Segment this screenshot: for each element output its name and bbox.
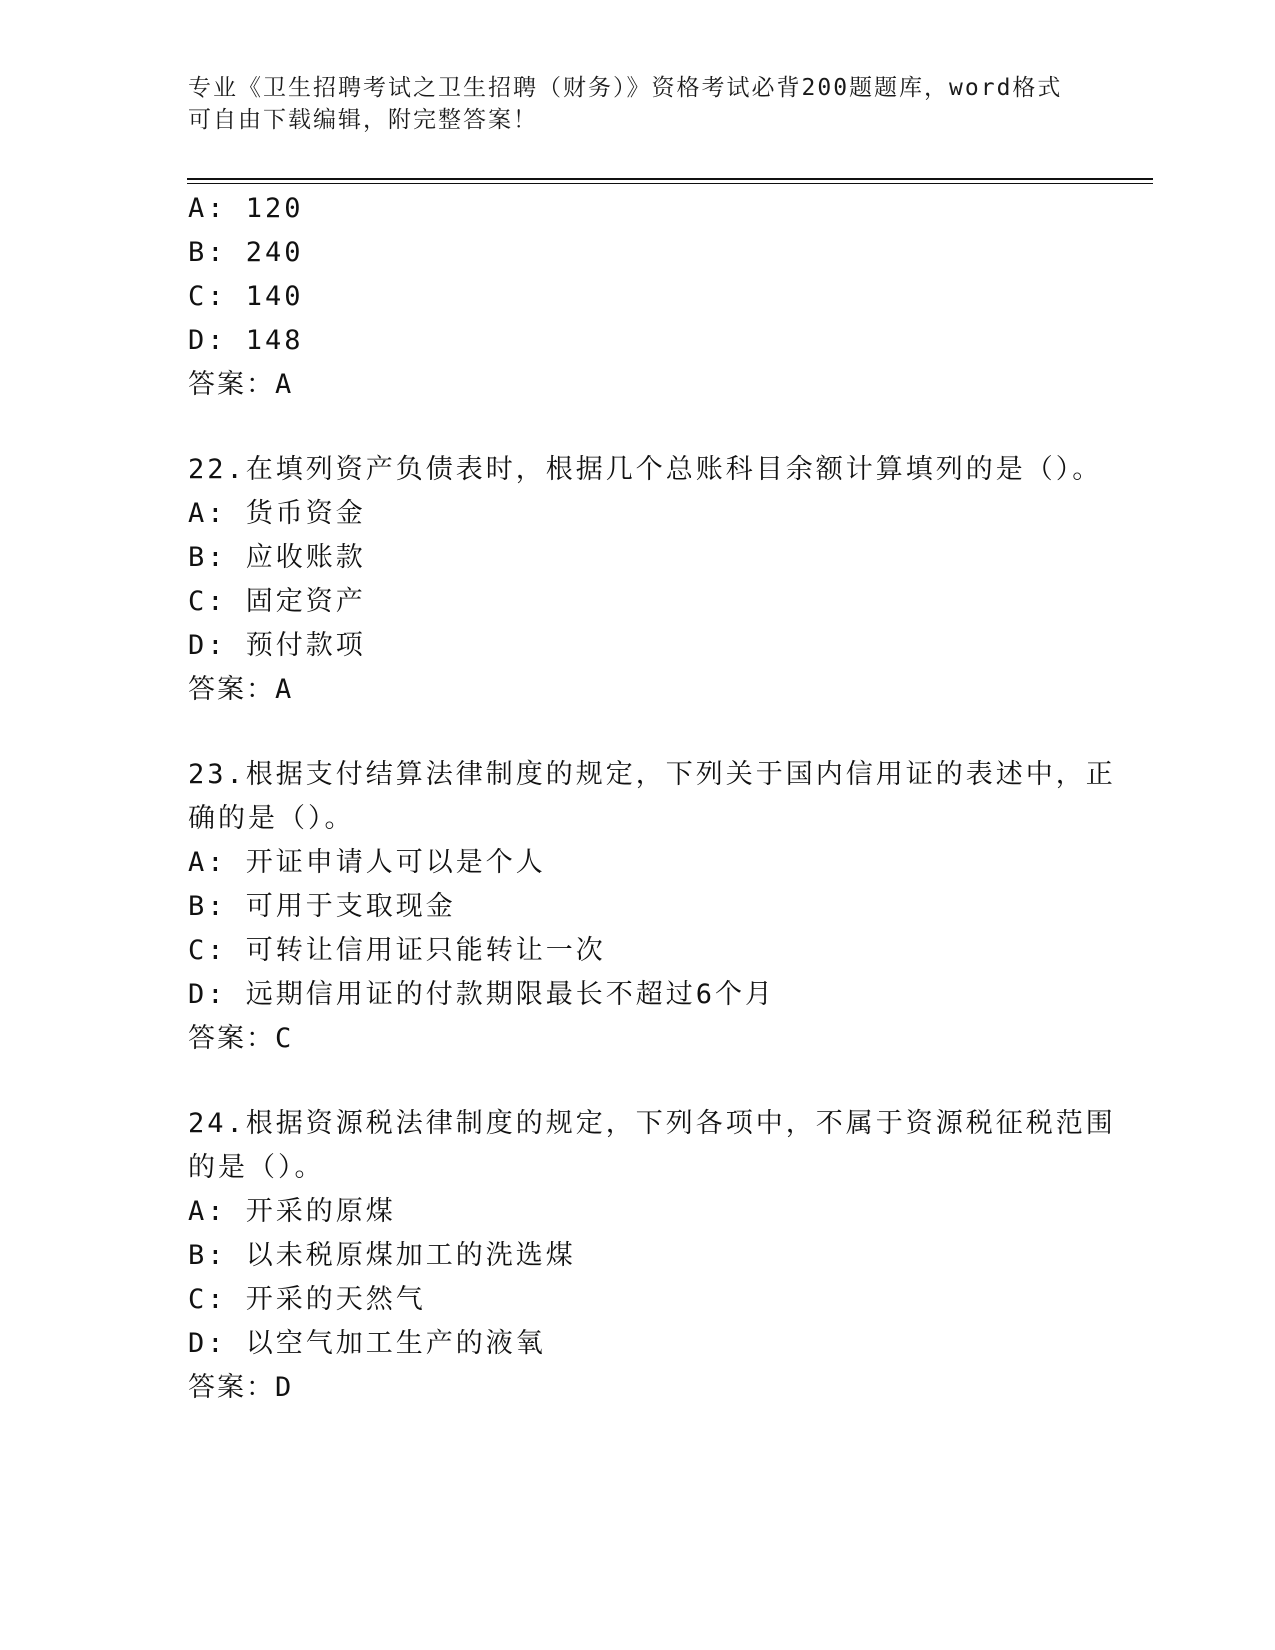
q22-answer: 答案：A bbox=[188, 674, 294, 705]
q21-option-a: A: 120 bbox=[188, 193, 304, 224]
header-rule-thin bbox=[187, 183, 1153, 184]
q23-option-d: D: 远期信用证的付款期限最长不超过6个月 bbox=[188, 979, 776, 1010]
q23-option-c: C: 可转让信用证只能转让一次 bbox=[188, 935, 606, 966]
document-header bbox=[188, 72, 1088, 136]
header-title-line-1: 专业《卫生招聘考试之卫生招聘（财务）》资格考试必背200题题库，word格式 bbox=[188, 75, 1063, 101]
header-rule-thick bbox=[187, 178, 1153, 180]
q23-stem-line-1: 23.根据支付结算法律制度的规定，下列关于国内信用证的表述中，正 bbox=[188, 759, 1116, 790]
q22-option-b: B: 应收账款 bbox=[188, 542, 366, 573]
q24-option-b: B: 以未税原煤加工的洗选煤 bbox=[188, 1240, 576, 1271]
q22-option-d: D: 预付款项 bbox=[188, 630, 366, 661]
q24-stem-line-1: 24.根据资源税法律制度的规定，下列各项中，不属于资源税征税范围 bbox=[188, 1108, 1116, 1139]
q22-option-c: C: 固定资产 bbox=[188, 586, 366, 617]
q23-answer: 答案：C bbox=[188, 1023, 294, 1054]
q21-option-b: B: 240 bbox=[188, 237, 304, 268]
q21-answer: 答案：A bbox=[188, 369, 294, 400]
q24-option-a: A: 开采的原煤 bbox=[188, 1196, 396, 1227]
q22-stem-line-1: 22.在填列资产负债表时，根据几个总账科目余额计算填列的是（）。 bbox=[188, 454, 1103, 485]
q23-option-b: B: 可用于支取现金 bbox=[188, 891, 456, 922]
q24-answer: 答案：D bbox=[188, 1372, 294, 1403]
q21-option-d: D: 148 bbox=[188, 325, 304, 356]
q23-option-a: A: 开证申请人可以是个人 bbox=[188, 847, 546, 878]
q24-option-c: C: 开采的天然气 bbox=[188, 1284, 426, 1315]
q24-stem-line-2: 的是（）。 bbox=[188, 1152, 325, 1183]
q22-option-a: A: 货币资金 bbox=[188, 498, 366, 529]
q21-option-c: C: 140 bbox=[188, 281, 304, 312]
header-title-line-2: 可自由下载编辑，附完整答案！ bbox=[188, 107, 538, 133]
q23-stem-line-2: 确的是（）。 bbox=[188, 803, 355, 834]
q24-option-d: D: 以空气加工生产的液氧 bbox=[188, 1328, 546, 1359]
